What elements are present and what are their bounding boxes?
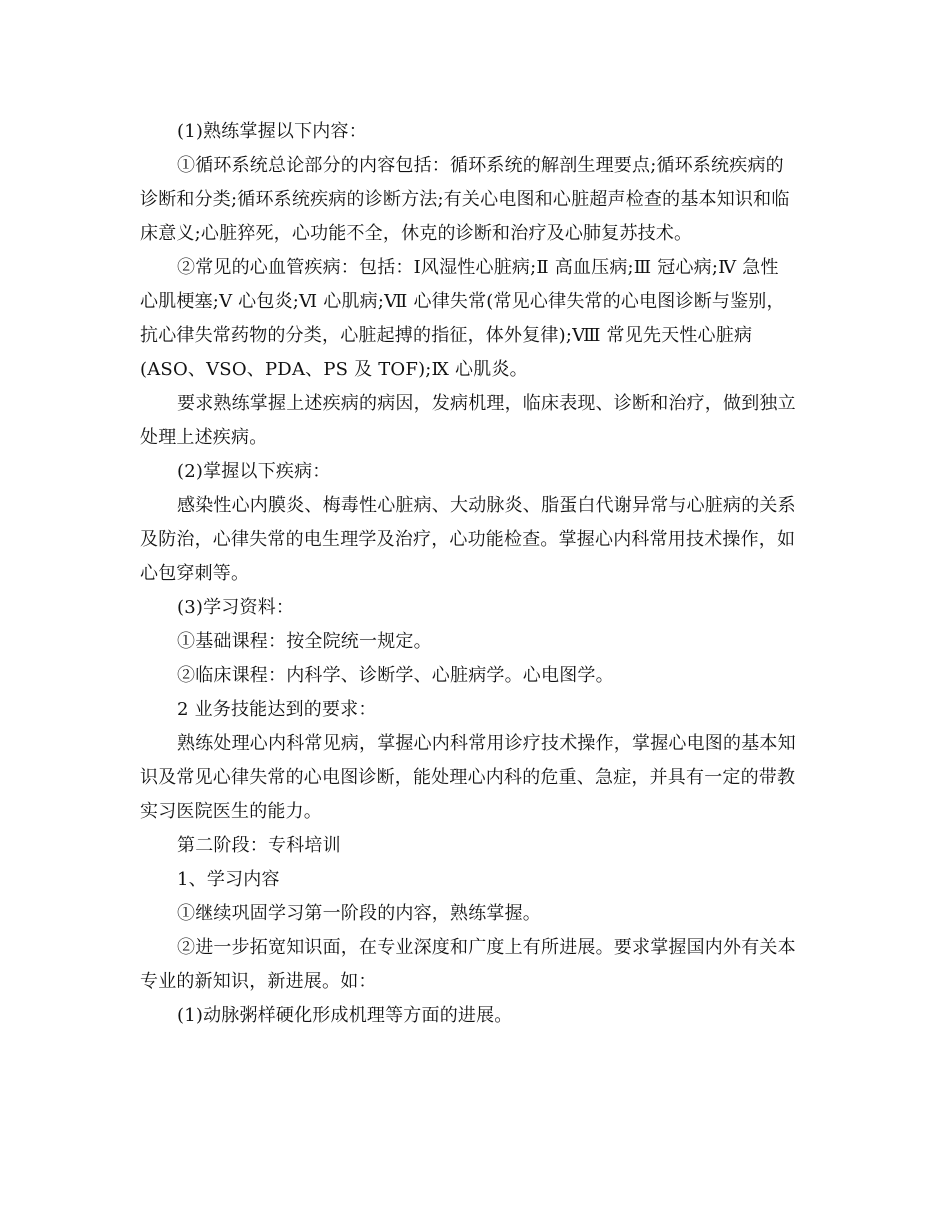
text-line: 处理上述疾病。 bbox=[140, 427, 268, 448]
text-line: 心肌梗塞;Ⅴ 心包炎;Ⅵ 心肌病;Ⅶ 心律失常(常见心律失常的心电图诊断与鉴别， bbox=[140, 291, 785, 312]
text-line: (2)掌握以下疾病： bbox=[177, 461, 331, 482]
text-line: ①继续巩固学习第一阶段的内容，熟练掌握。 bbox=[177, 903, 541, 924]
section-heading-2 bbox=[140, 455, 812, 489]
text-line: (3)学习资料： bbox=[177, 597, 295, 618]
text-line: (1)动脉粥样硬化形成机理等方面的进展。 bbox=[177, 1005, 513, 1026]
text-line: 心包穿刺等。 bbox=[140, 563, 250, 584]
paragraph-common-cardiovascular-diseases bbox=[140, 251, 812, 387]
text-line: 1、学习内容 bbox=[177, 869, 280, 890]
text-line: 抗心律失常药物的分类，心脏起搏的指征，体外复律);Ⅷ 常见先天性心脏病 bbox=[140, 325, 753, 346]
section-heading-skills bbox=[140, 693, 812, 727]
paragraph-broaden-knowledge bbox=[140, 931, 812, 999]
paragraph-diseases-to-master bbox=[140, 489, 812, 591]
text-line: ②常见的心血管疾病：包括：Ⅰ风湿性心脏病;Ⅱ 高血压病;Ⅲ 冠心病;Ⅳ 急性 bbox=[177, 257, 779, 278]
text-line: 要求熟练掌握上述疾病的病因，发病机理，临床表现、诊断和治疗，做到独立 bbox=[177, 393, 796, 414]
document-page bbox=[140, 115, 812, 1033]
text-line: 诊断和分类;循环系统疾病的诊断方法;有关心电图和心脏超声检查的基本知识和临 bbox=[140, 189, 790, 210]
paragraph-circulatory-overview bbox=[140, 149, 812, 251]
section-heading-learning-content bbox=[140, 863, 812, 897]
text-line: 识及常见心律失常的心电图诊断，能处理心内科的危重、急症，并具有一定的带教 bbox=[140, 767, 796, 788]
text-line: 熟练处理心内科常见病，掌握心内科常用诊疗技术操作，掌握心电图的基本知 bbox=[177, 733, 796, 754]
text-line: 专业的新知识，新进展。如： bbox=[140, 971, 377, 992]
text-line: ①循环系统总论部分的内容包括：循环系统的解剖生理要点;循环系统疾病的 bbox=[177, 155, 784, 176]
text-line: 床意义;心脏猝死，心功能不全，休克的诊断和治疗及心肺复苏技术。 bbox=[140, 223, 693, 244]
text-line: ②临床课程：内科学、诊断学、心脏病学。心电图学。 bbox=[177, 665, 614, 686]
section-heading-1 bbox=[140, 115, 812, 149]
text-line: 2 业务技能达到的要求： bbox=[177, 699, 377, 720]
text-line: (1)熟练掌握以下内容： bbox=[177, 121, 367, 142]
text-line: 实习医院医生的能力。 bbox=[140, 801, 322, 822]
paragraph-clinical-courses bbox=[140, 659, 812, 693]
paragraph-atherosclerosis bbox=[140, 999, 812, 1033]
text-line: 第二阶段：专科培训 bbox=[177, 835, 341, 856]
section-heading-3 bbox=[140, 591, 812, 625]
paragraph-skills-requirements bbox=[140, 727, 812, 829]
section-heading-stage-two bbox=[140, 829, 812, 863]
paragraph-requirements bbox=[140, 387, 812, 455]
text-line: (ASO、VSO、PDA、PS 及 TOF);Ⅸ 心肌炎。 bbox=[140, 359, 528, 380]
text-line: 感染性心内膜炎、梅毒性心脏病、大动脉炎、脂蛋白代谢异常与心脏病的关系 bbox=[177, 495, 796, 516]
paragraph-basic-courses bbox=[140, 625, 812, 659]
text-line: 及防治，心律失常的电生理学及治疗，心功能检查。掌握心内科常用技术操作，如 bbox=[140, 529, 796, 550]
text-line: ②进一步拓宽知识面，在专业深度和广度上有所进展。要求掌握国内外有关本 bbox=[177, 937, 796, 958]
text-line: ①基础课程：按全院统一规定。 bbox=[177, 631, 432, 652]
paragraph-consolidate bbox=[140, 897, 812, 931]
